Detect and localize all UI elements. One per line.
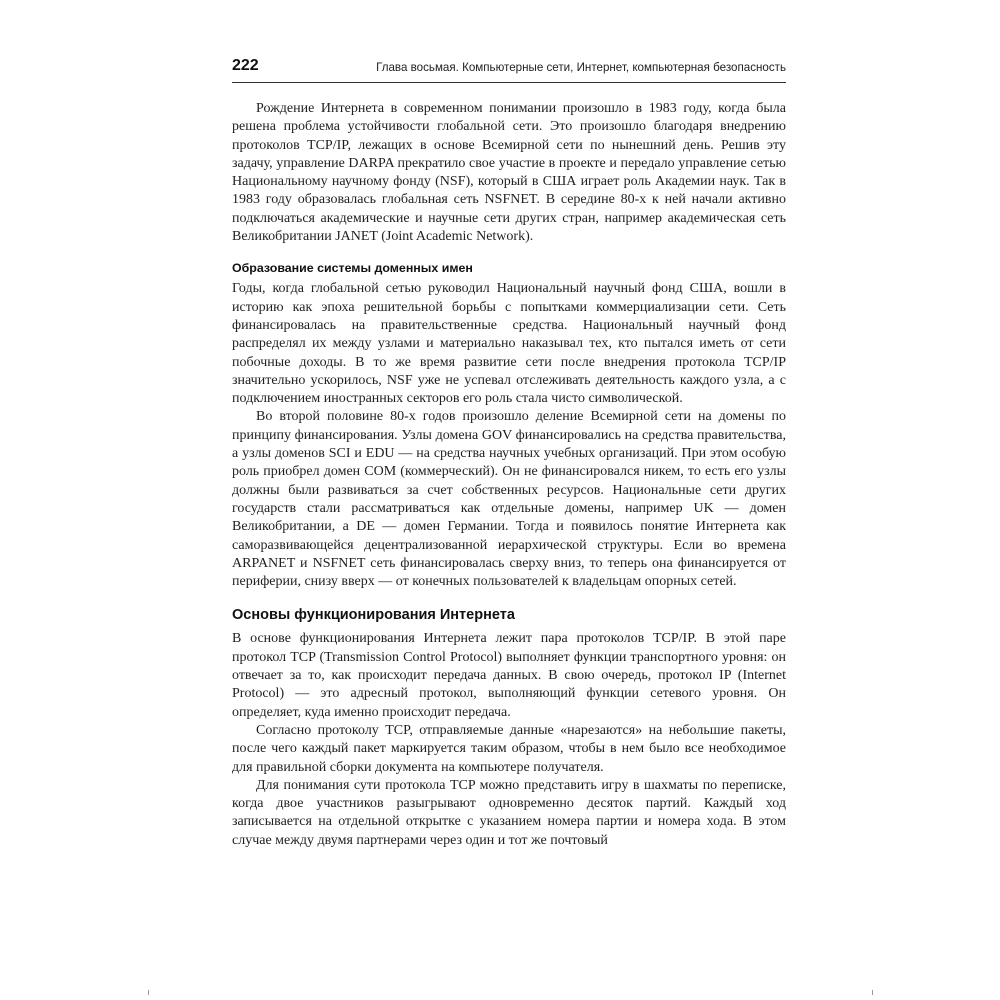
crop-mark <box>148 990 149 995</box>
paragraph: В основе функционирования Интернета лежит пара протоколов TCP/IP. В этой паре протокол TCP (Transmission Control Protocol) выполняет функции транспортного уровня: он отвечает за то, как происходит передача данных. В свою очередь, протокол IP (Internet Protocol) — это адресный протокол, выполняющий функции сетевого уровня. Он определяет, куда именно происходит передача. <box>232 631 786 720</box>
paragraph: Согласно протоколу TCP, отправляемые данные «нарезаются» на небольшие пакеты, после чего каждый пакет маркируется таким образом, чтобы в нем было все необходимое для правильной сборки документа на компьютере получателя. <box>232 722 786 775</box>
paragraph: Для понимания сути протокола TCP можно представить игру в шахматы по переписке, когда двое участников разыгрывают одновременно десяток партий. Каждый ход записывается на отдельной открытке с указанием номера партии и номера хода. В этом случае между двумя партнерами через один и тот же почтовый <box>232 777 786 848</box>
running-head: Глава восьмая. Компьютерные сети, Интернет, компьютерная безопасность <box>376 61 786 74</box>
crop-mark <box>872 990 873 995</box>
paragraph: Во второй половине 80-х годов произошло деление Всемирной сети на домены по принципу финансирования. Узлы домена GOV финансировались на средства правительства, а узлы доменов SCI и EDU — на средства научных учебных организаций. При этом особую роль приобрел домен COM (коммерческий). Он не финансировался никем, то есть его узлы должны были развиваться за счет собственных ресурсов. Национальные сети других государств стали рассматриваться как отдельные домены, например UK — домен Великобритании, а DE — домен Германии. Тогда и появилось понятие Интернета как саморазвивающейся децентрализованной иерархической структуры. Если во времена ARPANET и NSFNET сеть финансировалась сверху вниз, то теперь она финансируется от периферии, снизу вверх — от конечных пользователей к владельцам опорных сетей. <box>232 409 786 590</box>
page-header <box>232 56 786 83</box>
section-heading: Основы функционирования Интернета <box>232 607 515 624</box>
paragraph: Рождение Интернета в современном понимании произошло в 1983 году, когда была решена проблема устойчивости глобальной сети. Это произошло благодаря внедрению протоколов TCP/IP, лежащих в основе Всемирной сети по нынешний день. Решив эту задачу, управление DARPA прекратило свое участие в проекте и передало управление сетью Национальному научному фонду (NSF), который в США играет роль Академии наук. Так в 1983 году образовалась глобальная сеть NSFNET. В середине 80-х к ней начали активно подключаться академические и научные сети других стран, например академическая сеть Великобритании JANET (Joint Academic Network). <box>232 101 786 245</box>
page-number: 222 <box>232 57 259 74</box>
paragraph: Годы, когда глобальной сетью руководил Национальный научный фонд США, вошли в историю как эпоха решительной борьбы с попытками коммерциализации сети. Сеть финансировалась на правительственные средства. Национальный научный фонд распределял их между узлами и материально наказывал тех, кто пытался иметь от сети побочные доходы. В то же время развитие сети после внедрения протокола TCP/IP значительно ускорилось, NSF уже не успевал отслеживать деятельность каждого узла, а с подключением иностранных секторов его роль стала чисто символической. <box>232 281 786 407</box>
body-text <box>232 100 786 850</box>
subsection-heading: Образование системы доменных имен <box>232 261 473 276</box>
